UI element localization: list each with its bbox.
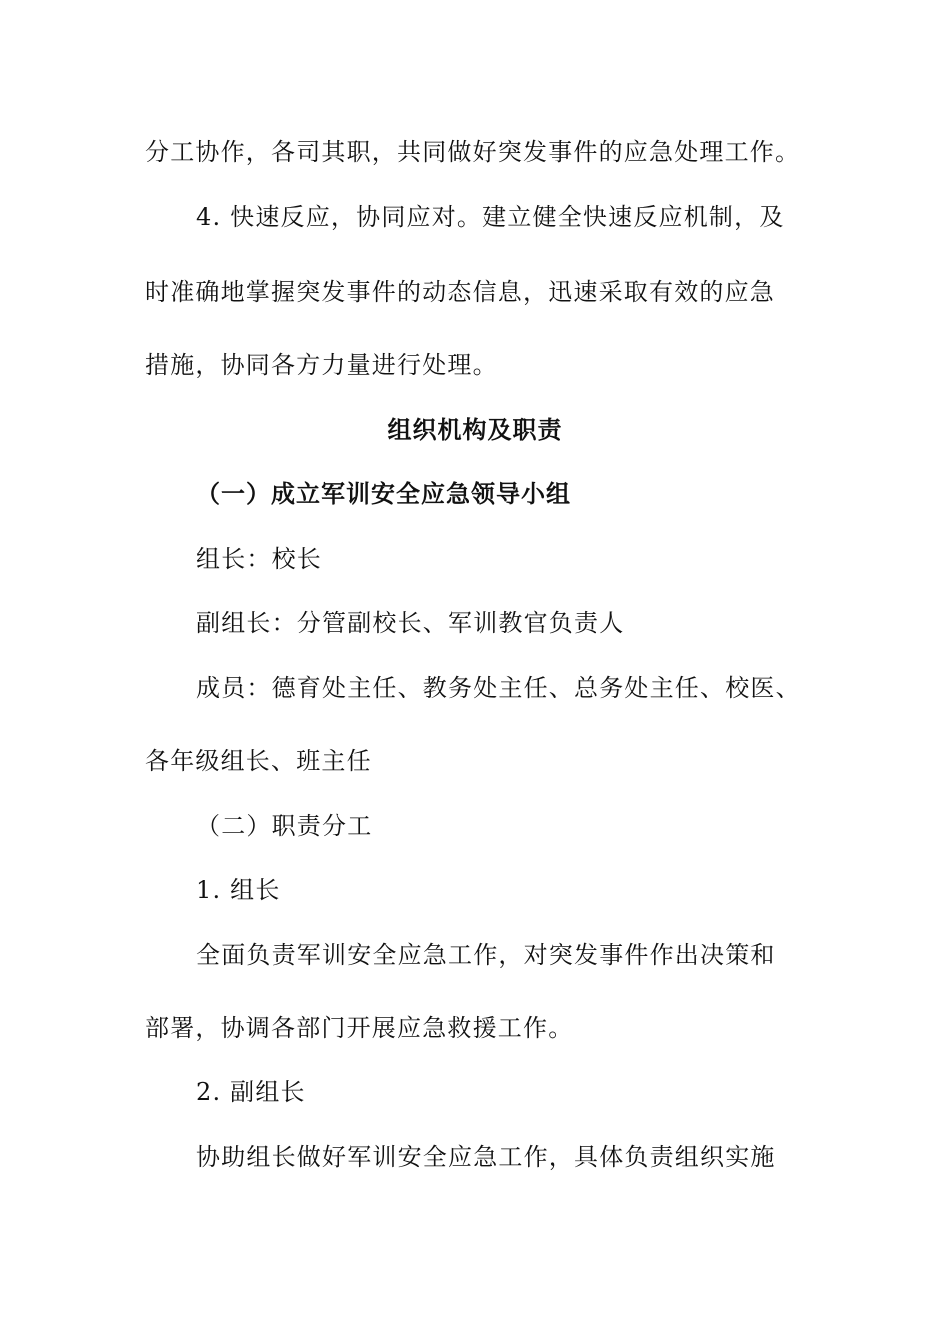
item-title: 2. 副组长: [196, 1078, 306, 1106]
section-title: 组织机构及职责: [387, 416, 563, 444]
leader-line: 组长：校长: [196, 545, 322, 573]
subsection-title: （一）成立军训安全应急领导小组: [196, 480, 571, 508]
members-line-continued: 各年级组长、班主任: [145, 747, 372, 775]
paragraph-line: 4. 快速反应，协同应对。建立健全快速反应机制，及: [196, 203, 785, 231]
deputy-line: 副组长：分管副校长、军训教官负责人: [196, 609, 625, 637]
members-line: 成员：德育处主任、教务处主任、总务处主任、校医、: [196, 674, 801, 702]
paragraph-line: 时准确地掌握突发事件的动态信息，迅速采取有效的应急: [145, 278, 775, 306]
paragraph-line: 协助组长做好军训安全应急工作，具体负责组织实施: [196, 1143, 776, 1171]
paragraph-line: 措施，协同各方力量进行处理。: [145, 351, 498, 379]
item-title: 1. 组长: [196, 876, 281, 904]
paragraph-line: 部署，协调各部门开展应急救援工作。: [145, 1014, 574, 1042]
paragraph-line: 全面负责军训安全应急工作，对突发事件作出决策和: [196, 941, 776, 969]
subsection-title: （二）职责分工: [196, 812, 373, 840]
paragraph-line: 分工协作，各司其职，共同做好突发事件的应急处理工作。: [145, 138, 801, 166]
